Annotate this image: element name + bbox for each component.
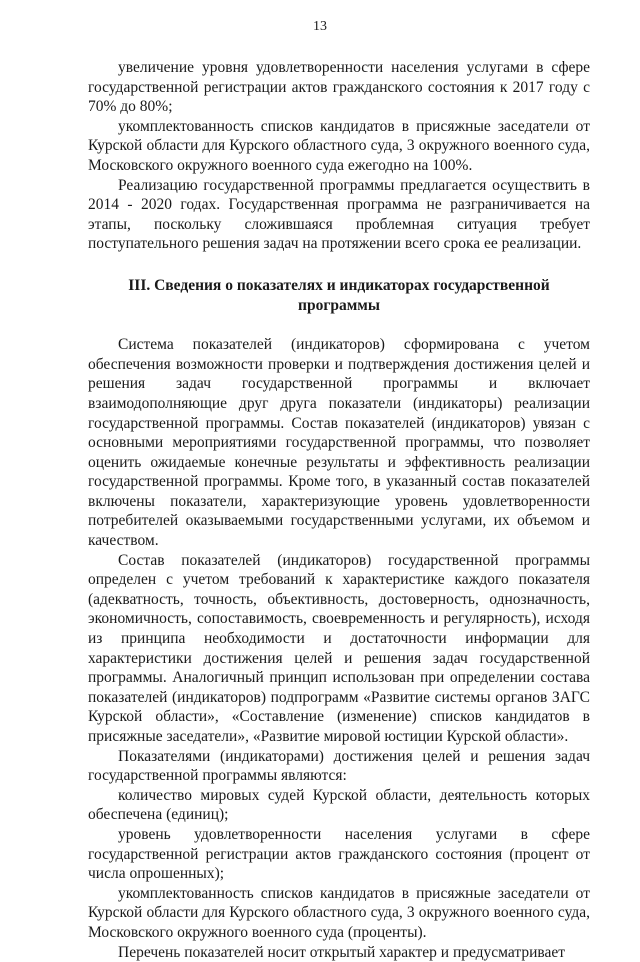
list-item-judges-count: количество мировых судей Курской области, деятельность которых обеспечена (единиц); <box>88 786 590 824</box>
list-item-jury-completeness: укомплектованность списков кандидатов в присяжные заседатели от Курской области для Курского областного суда, 3 окружного военного суда, Московского окружного военного суда (проценты). <box>88 884 590 941</box>
paragraph-jury-lists-target: укомплектованность списков кандидатов в присяжные заседатели от Курской области для Курского областного суда, 3 окружного военного суда, Московского окружного военного суда ежегодно на 100%. <box>88 117 590 174</box>
paragraph-satisfaction-target: увеличение уровня удовлетворенности населения услугами в сфере государственной регистрации актов гражданского состояния к 2017 году с 70% до 80%; <box>88 59 590 116</box>
paragraph-indicators-intro: Показателями (индикаторами) достижения целей и решения задач государственной программы являются: <box>88 747 590 785</box>
page-number: 13 <box>313 19 327 34</box>
section-heading: III. Сведения о показателях и индикаторах государственной программы <box>128 276 550 314</box>
paragraph-indicators-list-open: Перечень показателей носит открытый характер и предусматривает <box>118 943 566 961</box>
page-content <box>88 58 590 962</box>
list-item-satisfaction-level: уровень удовлетворенности населения услугами в сфере государственной регистрации актов гражданского состояния (процент от числа опрошенных); <box>88 825 590 883</box>
paragraph-implementation-period: Реализацию государственной программы предлагается осуществить в 2014 - 2020 годах. Государственная программа не разграничивается на этапы, поскольку сложившаяся проблемная ситуация требует поступательного решения задач на протяжении всего срока ее реализации. <box>88 176 590 253</box>
paragraph-indicator-composition: Состав показателей (индикаторов) государственной программы определен с учетом требований к характеристике каждого показателя (адекватность, точность, объективность, достоверность, однозначность, экономичность, сопоставимость, своевременность и регулярность), исходя из принципа необходимости и достаточности информации для характеристики достижения целей и решения задач государственной программы. Аналогичный принцип использован при определении состава показателей (индикаторов) подпрограмм «Развитие системы органов ЗАГС Курской области», «Составление (изменение) списков кандидатов в присяжные заседатели», «Развитие мировой юстиции Курской области». <box>88 551 590 745</box>
paragraph-indicator-system: Система показателей (индикаторов) сформирована с учетом обеспечения возможности проверки и подтверждения достижения целей и решения задач государственной программы и включает взаимодополняющие друг друга показатели (индикаторы) реализации государственной программы. Состав показателей (индикаторов) увязан с основными мероприятиями государственной программы, что позволяет оценить ожидаемые конечные результаты и эффективность реализации государственной программы. Кроме того, в указанный состав показателей включены показатели, характеризующие уровень удовлетворенности потребителей оказываемыми государственными услугами, их объемом и качеством. <box>88 336 590 550</box>
